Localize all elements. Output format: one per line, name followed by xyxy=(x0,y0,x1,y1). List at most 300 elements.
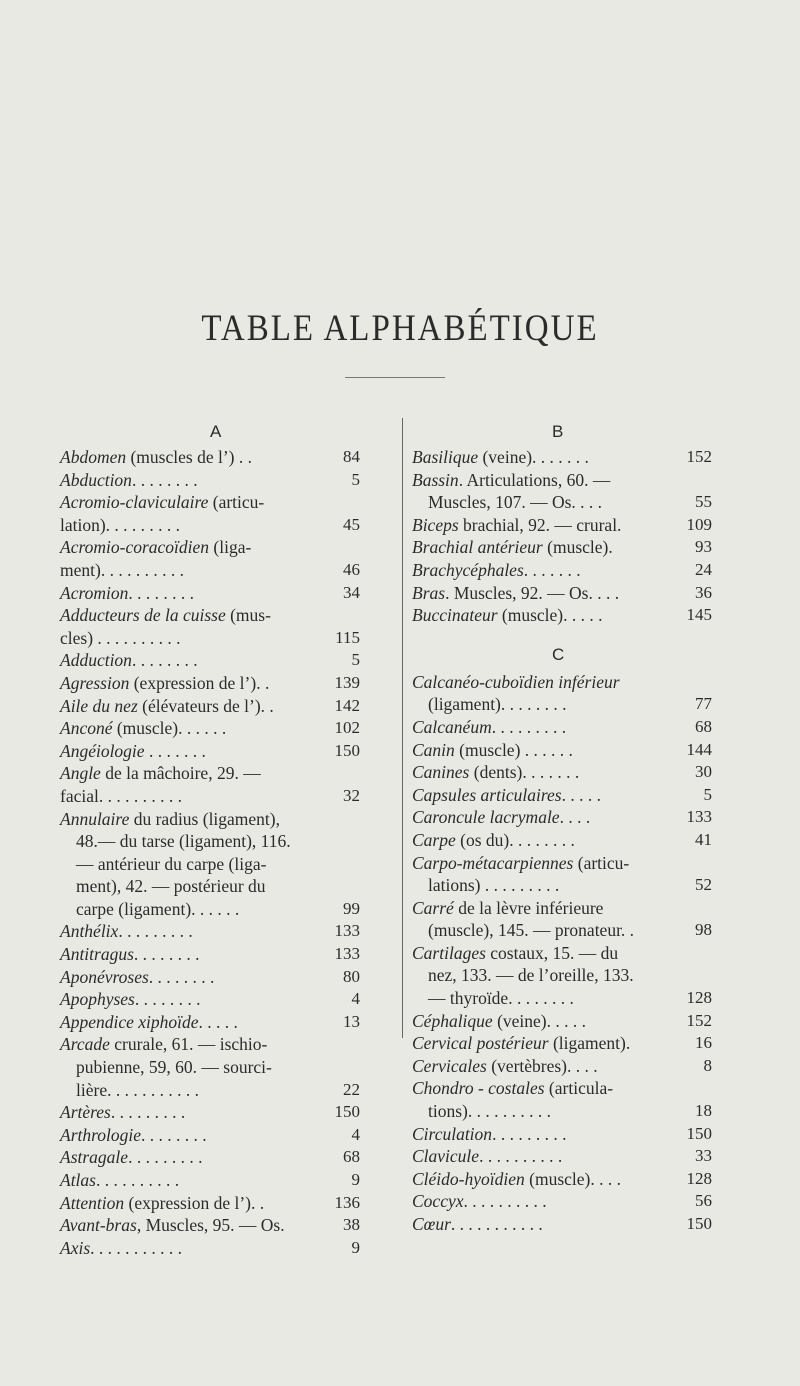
entry-detail: de la lèvre inférieure xyxy=(453,897,604,918)
entry-term: Agression xyxy=(60,672,130,693)
entry-detail: (muscle). . . . . . xyxy=(112,718,227,739)
section-letter-a: A xyxy=(210,422,222,441)
entry-text xyxy=(60,582,320,605)
entry-detail: cles) . . . . . . . . . . xyxy=(60,627,181,648)
index-entry xyxy=(412,559,712,582)
entry-detail: . . . . . . . . . . . xyxy=(450,1214,543,1234)
index-entry xyxy=(412,716,712,739)
entry-detail: pubienne, 59, 60. — sourci- xyxy=(76,1057,272,1078)
page-number: 8 xyxy=(703,1055,712,1075)
index-entry xyxy=(60,1214,360,1237)
entry-detail: . . . . . . . . xyxy=(141,1124,207,1145)
entry-detail: (muscle), 145. — pronateur. . xyxy=(428,920,635,941)
index-entry xyxy=(412,1077,712,1100)
index-entry xyxy=(412,514,712,537)
page-number: 5 xyxy=(351,650,360,670)
entry-term: Acromion xyxy=(60,582,129,603)
index-entry xyxy=(412,1123,712,1146)
index-entry xyxy=(60,1011,360,1034)
entry-text xyxy=(60,717,320,740)
entry-term: Carpe xyxy=(412,829,456,850)
page-number: 150 xyxy=(686,1123,712,1143)
entry-term: Cervical postérieur xyxy=(412,1033,549,1054)
entry-text xyxy=(428,964,672,987)
entry-text xyxy=(412,1032,672,1055)
entry-list-b xyxy=(412,446,712,627)
entry-term: Chondro - costales xyxy=(412,1078,545,1099)
entry-text xyxy=(76,830,320,853)
entry-detail: . . . . xyxy=(559,807,591,828)
page-number: 18 xyxy=(695,1101,712,1121)
entry-text xyxy=(76,1056,320,1079)
entry-text xyxy=(412,784,672,807)
page-number: 133 xyxy=(686,807,712,827)
entry-text xyxy=(76,853,320,876)
page-number: 152 xyxy=(686,1010,712,1030)
page-number: 68 xyxy=(695,716,712,736)
index-entry xyxy=(60,649,360,672)
page-number: 52 xyxy=(695,875,712,895)
entry-detail: (liga- xyxy=(209,537,252,558)
entry-detail: (muscle) . . . . . . xyxy=(454,739,573,760)
entry-detail: costaux, 15. — du xyxy=(485,942,619,963)
entry-term: Adduction xyxy=(60,650,132,671)
entry-detail: nez, 133. — de l’oreille, 133. xyxy=(428,965,634,986)
page-number: 84 xyxy=(343,447,360,466)
index-entry xyxy=(412,897,712,920)
page-number: 13 xyxy=(343,1011,360,1031)
entry-text xyxy=(60,1169,320,1192)
entry-term: Carré xyxy=(412,897,454,918)
index-entry xyxy=(60,966,360,989)
entry-term: Angéiologie xyxy=(60,740,145,761)
page-number: 33 xyxy=(695,1146,712,1166)
entry-detail: . Articulations, 60. — xyxy=(458,469,611,490)
title-rule xyxy=(345,377,445,378)
index-entry xyxy=(60,875,360,898)
entry-text xyxy=(428,987,672,1010)
entry-detail: (articula- xyxy=(544,1078,614,1099)
entry-detail: lations) . . . . . . . . . xyxy=(428,875,560,896)
entry-text xyxy=(412,761,672,784)
entry-text xyxy=(412,469,672,492)
entry-detail: de la mâchoire, 29. — xyxy=(100,763,261,784)
entry-text xyxy=(60,536,320,559)
entry-term: Cartilages xyxy=(412,942,486,963)
page-number: 5 xyxy=(351,469,360,489)
entry-term: Coccyx xyxy=(412,1191,464,1212)
index-entry xyxy=(412,784,712,807)
index-entry xyxy=(60,627,360,650)
column-b xyxy=(412,418,712,1236)
index-entry xyxy=(60,446,360,469)
entry-term: Biceps xyxy=(412,514,459,535)
page-number: 102 xyxy=(334,718,360,738)
index-entry xyxy=(412,806,712,829)
index-entry xyxy=(412,1190,712,1213)
entry-term: Brachial antérieur xyxy=(412,537,543,558)
index-entry xyxy=(412,671,712,694)
entry-text xyxy=(412,897,672,920)
entry-text xyxy=(428,874,672,897)
entry-text xyxy=(412,1077,672,1100)
entry-detail: , Muscles, 95. — Os. xyxy=(136,1215,285,1236)
page-number: 133 xyxy=(334,921,360,941)
entry-text xyxy=(428,919,672,942)
index-entry xyxy=(412,1145,712,1168)
index-entry xyxy=(60,1033,360,1056)
page-number: 22 xyxy=(343,1079,360,1099)
column-divider xyxy=(402,418,403,1038)
entry-detail: (muscle). . . . . xyxy=(497,605,603,626)
section-letter-b: B xyxy=(552,422,564,441)
page-number: 55 xyxy=(695,492,712,512)
entry-text xyxy=(412,1123,672,1146)
entry-text xyxy=(60,1011,320,1034)
entry-term: Atlas xyxy=(60,1170,96,1190)
entry-term: Céphalique xyxy=(412,1010,493,1031)
entry-text xyxy=(60,649,320,672)
entry-term: Aile du nez xyxy=(60,695,138,716)
entry-detail: carpe (ligament). . . . . . xyxy=(76,898,240,919)
index-entry xyxy=(60,491,360,514)
entry-term: Basilique xyxy=(412,447,479,467)
entry-detail: . . . . . . . xyxy=(523,559,581,580)
index-entry xyxy=(60,1101,360,1124)
entry-detail: Muscles, 107. — Os. . . . xyxy=(428,492,603,513)
entry-term: Canines xyxy=(412,762,470,783)
entry-text xyxy=(60,785,320,808)
entry-detail: (élévateurs de l’). . xyxy=(137,695,274,716)
page-number: 98 xyxy=(695,920,712,940)
entry-detail: (veine). . . . . xyxy=(492,1010,586,1031)
index-entry xyxy=(412,491,712,514)
entry-text xyxy=(60,966,320,989)
entry-detail: 48.— du tarse (ligament), 116. xyxy=(76,831,291,852)
entry-term: Angle xyxy=(60,763,101,784)
entry-text xyxy=(60,1101,320,1124)
page-number: 139 xyxy=(334,672,360,692)
column-a xyxy=(60,418,360,1259)
section-letter-c: C xyxy=(552,644,565,664)
page-number: 45 xyxy=(343,514,360,534)
entry-term: Acromio-coracoïdien xyxy=(60,537,210,558)
entry-detail: ment), 42. — postérieur du xyxy=(76,876,266,897)
entry-term: Caroncule lacrymale xyxy=(412,807,560,828)
entry-term: Arthrologie xyxy=(60,1124,142,1145)
entry-term: Cervicales xyxy=(412,1055,487,1076)
entry-detail: lation). . . . . . . . . xyxy=(60,514,181,535)
entry-text xyxy=(60,1124,320,1147)
page-number: 68 xyxy=(343,1147,360,1167)
entry-text xyxy=(412,739,672,762)
entry-detail: (dents). . . . . . . xyxy=(469,762,580,783)
page-number: 150 xyxy=(686,1214,712,1233)
entry-detail: crurale, 61. — ischio- xyxy=(109,1034,268,1055)
entry-text xyxy=(76,898,320,921)
entry-text xyxy=(60,808,320,831)
index-entry xyxy=(412,1010,712,1033)
entry-list-a xyxy=(60,446,360,1259)
entry-list-c xyxy=(412,671,712,1236)
entry-detail: du radius (ligament), xyxy=(129,808,280,829)
page-number: 144 xyxy=(686,739,712,759)
entry-text xyxy=(428,491,672,514)
entry-text xyxy=(412,514,672,537)
index-entry xyxy=(60,808,360,831)
page-number: 34 xyxy=(343,582,360,602)
index-entry xyxy=(412,1100,712,1123)
index-entry xyxy=(412,829,712,852)
entry-term: Canin xyxy=(412,739,455,760)
entry-detail: (expression de l’). . xyxy=(129,672,270,693)
page-number: 38 xyxy=(343,1215,360,1235)
entry-text xyxy=(412,829,672,852)
entry-detail: — antérieur du carpe (liga- xyxy=(76,853,267,874)
page-number: 9 xyxy=(351,1237,360,1257)
index-entry xyxy=(60,1237,360,1260)
entry-text xyxy=(60,740,320,763)
entry-text xyxy=(412,1168,672,1191)
index-entry xyxy=(412,446,712,469)
entry-detail: brachial, 92. — crural. xyxy=(458,514,622,535)
entry-detail: . . . . . . . . . xyxy=(492,1123,567,1144)
page-number: 41 xyxy=(695,829,712,849)
index-entry xyxy=(412,1213,712,1236)
index-entry xyxy=(412,1055,712,1078)
entry-text xyxy=(60,514,320,537)
index-entry xyxy=(412,761,712,784)
index-entry xyxy=(412,469,712,492)
entry-detail: (muscles de l’) . . xyxy=(126,447,252,467)
entry-detail: . Muscles, 92. — Os. . . . xyxy=(445,582,620,603)
entry-detail: . . . . . . . . . xyxy=(491,716,567,737)
entry-text xyxy=(60,604,320,627)
page-number: 150 xyxy=(334,1102,360,1122)
entry-term: Buccinateur xyxy=(412,605,498,626)
index-entry xyxy=(412,604,712,627)
entry-text xyxy=(60,559,320,582)
entry-detail: . . . . . . . . . . . xyxy=(90,1237,183,1258)
entry-text xyxy=(60,988,320,1011)
index-entry xyxy=(412,874,712,897)
index-entry xyxy=(60,785,360,808)
page-number: 80 xyxy=(343,966,360,986)
index-entry xyxy=(412,1168,712,1191)
entry-text xyxy=(60,920,320,943)
entry-text xyxy=(412,1190,672,1213)
entry-term: Adducteurs de la cuisse xyxy=(60,605,226,626)
index-entry xyxy=(60,1056,360,1079)
index-entry xyxy=(412,739,712,762)
index-entry xyxy=(60,514,360,537)
entry-term: Bras xyxy=(412,582,446,603)
index-entry xyxy=(60,853,360,876)
entry-detail: . . . . . . . . . . xyxy=(463,1191,547,1212)
entry-detail: — thyroïde. . . . . . . . xyxy=(428,988,574,1009)
entry-text xyxy=(412,446,672,469)
entry-term: Brachycéphales xyxy=(412,559,524,580)
entry-detail: tions). . . . . . . . . . xyxy=(428,1101,551,1122)
index-entry xyxy=(412,964,712,987)
entry-term: Anconé xyxy=(60,718,113,739)
entry-term: Circulation xyxy=(412,1123,493,1144)
entry-term: Capsules articulaires xyxy=(412,784,562,805)
index-entry xyxy=(60,943,360,966)
index-entry xyxy=(412,536,712,559)
entry-term: Clavicule xyxy=(412,1146,480,1167)
page-number: 115 xyxy=(335,627,360,647)
entry-term: Annulaire xyxy=(60,808,130,829)
entry-text xyxy=(412,806,672,829)
page-number: 109 xyxy=(686,514,712,534)
entry-term: Abduction xyxy=(60,469,132,490)
entry-detail: . . . . . . . . xyxy=(148,966,215,987)
index-entry xyxy=(60,469,360,492)
entry-term: Antitragus xyxy=(60,944,134,965)
entry-detail: (ligament). . . . . . . . xyxy=(428,694,567,715)
page-number: 4 xyxy=(351,989,360,1009)
entry-text xyxy=(428,693,672,716)
page-number: 128 xyxy=(686,988,712,1008)
index-entry xyxy=(412,919,712,942)
index-entry xyxy=(412,582,712,605)
entry-detail: . . . . . . . . xyxy=(128,582,194,603)
entry-text xyxy=(412,852,672,875)
entry-text xyxy=(412,671,672,694)
index-entry xyxy=(60,898,360,921)
page-number: 46 xyxy=(343,559,360,579)
page-number: 145 xyxy=(686,605,712,625)
entry-detail: . . . . . . . . . xyxy=(110,1102,186,1123)
entry-text xyxy=(60,695,320,718)
entry-term: Abdomen xyxy=(60,447,127,467)
entry-text xyxy=(60,491,320,514)
entry-term: Aponévroses xyxy=(60,966,149,987)
index-entry xyxy=(60,672,360,695)
index-entry xyxy=(60,740,360,763)
page-number: 133 xyxy=(334,944,360,964)
entry-detail: (muscle). . . . xyxy=(524,1168,621,1189)
entry-detail: . . . . . . . . xyxy=(133,944,200,965)
entry-detail: (ligament). xyxy=(548,1033,631,1054)
entry-detail: . . . . . . . . . . xyxy=(95,1170,180,1190)
page-number: 142 xyxy=(334,695,360,715)
entry-term: Astragale xyxy=(60,1147,129,1168)
index-entry xyxy=(60,1146,360,1169)
page-number: 152 xyxy=(686,447,712,466)
page-number: 24 xyxy=(695,559,712,579)
page-number: 128 xyxy=(686,1168,712,1188)
entry-text xyxy=(412,1055,672,1078)
index-entry xyxy=(60,830,360,853)
index-entry xyxy=(60,1169,360,1192)
entry-term: Artères xyxy=(60,1102,111,1123)
entry-detail: . . . . . xyxy=(561,784,601,805)
index-entry xyxy=(412,852,712,875)
index-entry xyxy=(60,920,360,943)
entry-term: Attention xyxy=(60,1192,125,1213)
entry-text xyxy=(60,1237,320,1260)
entry-detail: . . . . . . . . . xyxy=(128,1147,203,1168)
entry-term: Appendice xiphoïde xyxy=(60,1011,199,1032)
index-entry xyxy=(60,717,360,740)
entry-text xyxy=(76,875,320,898)
entry-detail: . . . . . . . . xyxy=(131,469,198,490)
entry-term: Apophyses xyxy=(60,989,135,1010)
entry-text xyxy=(412,559,672,582)
entry-term: Cléido-hyoïdien xyxy=(412,1168,525,1189)
page-number: 16 xyxy=(695,1033,712,1053)
entry-detail: (veine). . . . . . . xyxy=(478,447,589,467)
entry-detail: . . . . . . . . xyxy=(134,989,201,1010)
entry-text xyxy=(428,1100,672,1123)
entry-term: Avant-bras xyxy=(60,1215,137,1236)
entry-detail: facial. . . . . . . . . . xyxy=(60,785,182,806)
entry-text xyxy=(412,582,672,605)
entry-text xyxy=(412,1145,672,1168)
entry-term: Calcanéo-cuboïdien inférieur xyxy=(412,671,620,692)
entry-text xyxy=(412,716,672,739)
entry-text xyxy=(60,1146,320,1169)
index-entry xyxy=(60,762,360,785)
entry-detail: (muscle). xyxy=(542,537,613,558)
section-c-header xyxy=(412,627,712,671)
entry-detail: . . . . . . . xyxy=(144,740,206,761)
page-title: TABLE ALPHABÉTIQUE xyxy=(201,308,599,350)
entry-detail: (articu- xyxy=(208,492,265,513)
entry-text xyxy=(76,1079,320,1102)
entry-text xyxy=(60,762,320,785)
index-entry xyxy=(60,1079,360,1102)
entry-detail: . . . . . . . . . xyxy=(118,921,193,942)
page-number: 99 xyxy=(343,898,360,918)
entry-term: Bassin xyxy=(412,469,459,490)
index-entry xyxy=(60,582,360,605)
entry-detail: (articu- xyxy=(573,852,630,873)
index-entry xyxy=(412,942,712,965)
entry-detail: . . . . . . . . . . xyxy=(479,1146,563,1167)
page-number: 93 xyxy=(695,537,712,557)
index-entry xyxy=(412,693,712,716)
page-number: 9 xyxy=(351,1170,360,1189)
entry-detail: . . . . . xyxy=(198,1011,238,1032)
page-number: 4 xyxy=(351,1124,360,1144)
entry-detail: (expression de l’). . xyxy=(124,1192,265,1213)
entry-term: Anthélix xyxy=(60,921,119,942)
entry-text xyxy=(60,1192,320,1215)
index-entry xyxy=(412,987,712,1010)
page-number: 150 xyxy=(334,740,360,760)
entry-text xyxy=(60,1214,320,1237)
entry-text xyxy=(60,627,320,650)
entry-detail: (mus- xyxy=(225,605,271,626)
entry-detail: (vertèbres). . . . xyxy=(486,1055,598,1076)
entry-term: Cœur xyxy=(412,1214,451,1234)
index-entry xyxy=(60,1192,360,1215)
index-entry xyxy=(60,1124,360,1147)
page-number: 56 xyxy=(695,1191,712,1211)
entry-detail: lière. . . . . . . . . . . xyxy=(76,1079,199,1100)
entry-text xyxy=(412,604,672,627)
entry-term: Carpo-métacarpiennes xyxy=(412,852,574,873)
entry-term: Axis xyxy=(60,1237,91,1258)
entry-term: Calcanéum xyxy=(412,716,492,737)
entry-text xyxy=(412,1010,672,1033)
entry-text xyxy=(60,672,320,695)
index-entry xyxy=(60,988,360,1011)
index-entry xyxy=(60,536,360,559)
